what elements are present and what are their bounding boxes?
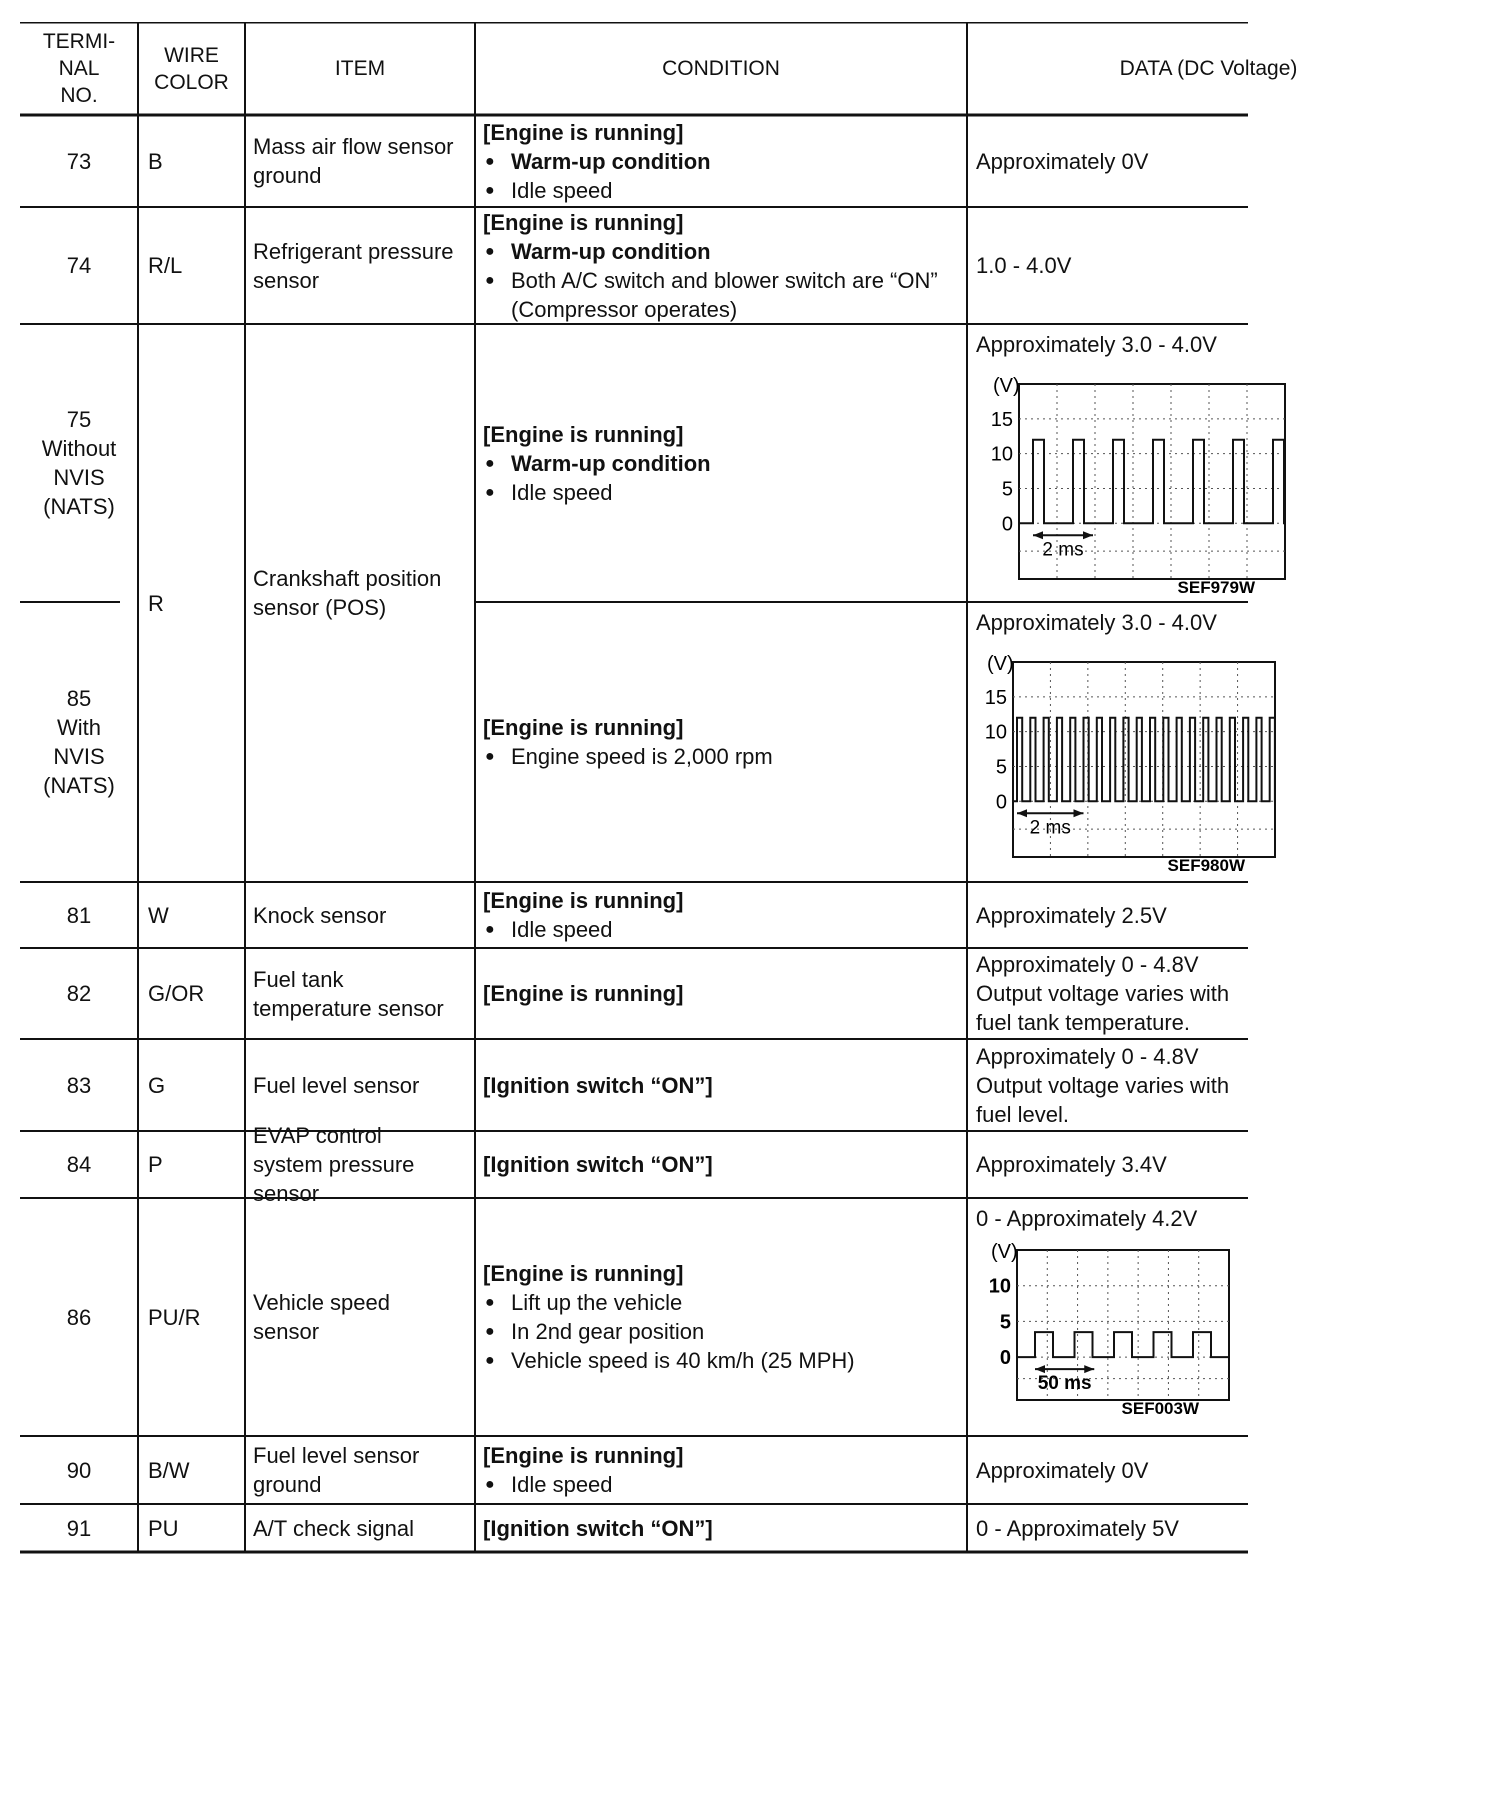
condition-title: [Engine is running] — [483, 888, 684, 913]
bullet-dot-icon: ● — [485, 152, 495, 170]
waveform-trace — [1019, 440, 1285, 524]
condition-bullet — [483, 266, 947, 324]
y-tick-label: 0 — [1001, 513, 1013, 536]
condition-bullet-text: Idle speed — [511, 1472, 613, 1497]
terminal-no-text: (NATS) — [43, 494, 115, 519]
condition-cell — [475, 115, 947, 207]
waveform-trace — [1017, 1332, 1229, 1357]
condition-bullet — [483, 478, 947, 507]
item-cell: Crankshaft position sensor (POS) — [253, 566, 442, 620]
condition-title: [Engine is running] — [483, 981, 684, 1006]
wire-color-cell: G/OR — [148, 981, 205, 1006]
terminal-no-cell — [20, 115, 138, 207]
item-cell: EVAP control system pressure sensor — [253, 1123, 415, 1206]
figure-reference-code: SEF003W — [1121, 1399, 1199, 1418]
condition-cell — [475, 1198, 947, 1436]
item-cell: Refrigerant pressure sensor — [253, 238, 454, 293]
data-value-text: 1.0 - 4.0V — [976, 253, 1072, 278]
data-value-text: Approximately 3.0 - 4.0V — [976, 332, 1217, 357]
bullet-dot-icon: ● — [485, 1352, 495, 1369]
data-cell — [967, 115, 1450, 207]
condition-bullet — [483, 742, 947, 771]
bullet-dot-icon: ● — [485, 483, 495, 501]
bullet-dot-icon: ● — [485, 1294, 495, 1311]
y-tick-label: 0 — [995, 791, 1007, 814]
condition-bullet-text: Warm-up condition — [511, 148, 711, 174]
y-unit-label: (V) — [993, 375, 1020, 397]
terminal-no-cell — [20, 324, 138, 602]
terminal-no-text: 73 — [66, 148, 92, 174]
terminal-no-text: 75 — [66, 407, 92, 432]
condition-bullet — [483, 1470, 947, 1499]
condition-title: [Engine is running] — [483, 1261, 684, 1286]
data-cell — [967, 1131, 1450, 1198]
item-cell: Fuel level sensor — [253, 1072, 420, 1098]
terminal-no-cell — [20, 602, 138, 882]
data-value-text: Approximately 0 - 4.8V — [976, 1043, 1199, 1069]
oscilloscope-waveform — [981, 1238, 1239, 1428]
condition-bullet-text: Idle speed — [511, 479, 613, 505]
item-cell: Fuel tank temperature sensor — [253, 966, 444, 1021]
header-terminal-no-line: NO. — [60, 84, 98, 107]
condition-title: [Ignition switch “ON”] — [483, 1072, 713, 1098]
condition-title: [Engine is running] — [483, 119, 684, 145]
data-value-text: Approximately 0 - 4.8V — [976, 952, 1199, 977]
terminal-no-cell — [20, 1436, 138, 1504]
y-tick-label: 5 — [1001, 478, 1013, 501]
y-unit-label: (V) — [991, 1241, 1018, 1263]
item-cell: Knock sensor — [253, 902, 387, 928]
time-span-label: 2 ms — [1029, 817, 1071, 839]
terminal-no-cell — [20, 1198, 138, 1436]
terminal-no-text: NVIS — [53, 465, 105, 490]
item-cell: Fuel level sensor ground — [253, 1443, 420, 1497]
wire-color-cell: P — [148, 1152, 163, 1177]
condition-cell — [475, 324, 947, 602]
wire-color-cell: B/W — [148, 1457, 190, 1483]
condition-bullet — [483, 147, 947, 176]
condition-title: [Ignition switch “ON”] — [483, 1152, 713, 1177]
condition-cell — [475, 207, 947, 324]
figure-reference-code: SEF979W — [1177, 578, 1255, 597]
condition-cell — [475, 948, 947, 1039]
data-value-text: Output voltage varies with — [976, 981, 1230, 1006]
terminal-no-text: 74 — [66, 253, 92, 278]
header-condition: CONDITION — [662, 57, 780, 80]
oscilloscope-plot — [983, 372, 1295, 607]
condition-bullet-text: Engine speed is 2,000 rpm — [511, 744, 773, 769]
wire-color-cell: PU/R — [148, 1304, 201, 1330]
terminal-no-text: 84 — [66, 1152, 92, 1177]
data-value-text: 0 - Approximately 5V — [976, 1515, 1179, 1541]
header-terminal-no — [20, 22, 138, 115]
bullet-dot-icon: ● — [485, 454, 495, 472]
data-cell — [967, 1436, 1450, 1504]
condition-title: [Engine is running] — [483, 421, 684, 447]
terminal-no-text: 82 — [66, 981, 92, 1006]
y-tick-label: 5 — [995, 756, 1007, 779]
terminal-no-cell — [20, 207, 138, 324]
data-cell — [967, 1504, 1450, 1552]
time-span-label: 2 ms — [1042, 539, 1084, 561]
condition-cell — [475, 1131, 947, 1198]
data-value-text: Approximately 3.0 - 4.0V — [976, 610, 1217, 635]
terminal-no-text: 86 — [66, 1304, 92, 1330]
y-tick-label: 10 — [988, 1275, 1011, 1298]
condition-cell — [475, 882, 947, 948]
terminal-no-text: 85 — [66, 686, 92, 711]
bullet-dot-icon: ● — [485, 1476, 495, 1493]
data-value-text: fuel tank temperature. — [976, 1010, 1191, 1035]
bullet-dot-icon: ● — [485, 181, 495, 199]
condition-bullet-text: In 2nd gear position — [511, 1319, 705, 1344]
item-cell: Vehicle speed sensor — [253, 1290, 390, 1344]
condition-cell — [475, 602, 947, 882]
figure-reference-code: SEF980W — [1167, 856, 1245, 875]
data-cell — [967, 1039, 1450, 1131]
y-tick-label: 10 — [984, 721, 1007, 744]
terminal-no-text: 90 — [66, 1457, 92, 1483]
condition-cell — [475, 1039, 947, 1131]
data-cell — [967, 882, 1450, 948]
condition-bullet — [483, 1288, 947, 1317]
terminal-no-text: (NATS) — [43, 773, 115, 798]
item-cell: Mass air flow sensor ground — [253, 134, 454, 188]
condition-title: [Engine is running] — [483, 209, 684, 235]
terminal-no-cell — [20, 1039, 138, 1131]
condition-cell — [475, 1436, 947, 1504]
condition-bullet-text: Idle speed — [511, 917, 613, 942]
data-value-text: fuel level. — [976, 1101, 1069, 1127]
oscilloscope-waveform — [977, 650, 1285, 885]
terminal-no-text: NVIS — [53, 744, 105, 769]
terminal-no-text: 81 — [66, 902, 92, 928]
wire-color-cell: G — [148, 1072, 166, 1098]
condition-bullet-text: Warm-up condition — [511, 238, 711, 264]
data-value-text: Approximately 3.4V — [976, 1152, 1167, 1177]
wire-color-cell: R — [148, 590, 164, 616]
wire-color-cell: R/L — [148, 253, 183, 278]
terminal-no-text: With — [57, 715, 101, 740]
condition-bullet-text: Both A/C switch and blower switch are “ON” (Compressor operates) — [511, 267, 938, 322]
wire-color-cell: PU — [148, 1515, 179, 1541]
waveform-trace — [1013, 718, 1275, 802]
data-value-text: 0 - Approximately 4.2V — [976, 1206, 1198, 1231]
terminal-no-text: 83 — [66, 1072, 92, 1098]
y-unit-label: (V) — [987, 653, 1014, 675]
condition-bullet-text: Lift up the vehicle — [511, 1290, 683, 1315]
data-value-text: Approximately 2.5V — [976, 902, 1167, 928]
condition-title: [Engine is running] — [483, 1443, 684, 1468]
condition-bullet — [483, 176, 947, 205]
bullet-dot-icon: ● — [485, 1323, 495, 1340]
oscilloscope-waveform — [983, 372, 1295, 607]
header-wire-color-line: WIRE — [164, 43, 219, 67]
bullet-dot-icon: ● — [485, 921, 495, 938]
wire-color-cell: B — [148, 148, 163, 174]
terminal-no-cell — [20, 1504, 138, 1552]
condition-cell — [475, 1504, 947, 1552]
header-terminal-no-line: NAL — [58, 57, 100, 80]
terminal-no-text: 91 — [66, 1515, 92, 1541]
item-cell: A/T check signal — [253, 1515, 415, 1541]
time-span-label: 50 ms — [1037, 1373, 1092, 1395]
condition-bullet-text: Warm-up condition — [511, 450, 711, 476]
oscilloscope-plot — [981, 1238, 1239, 1428]
header-wire-color-line: COLOR — [154, 70, 229, 94]
header-data-dc-voltage: DATA (DC Voltage) — [1119, 57, 1298, 80]
y-tick-label: 10 — [990, 443, 1013, 466]
condition-bullet — [483, 237, 947, 266]
condition-title: [Engine is running] — [483, 715, 684, 740]
data-value-text: Output voltage varies with — [976, 1072, 1230, 1098]
bullet-dot-icon: ● — [485, 242, 495, 260]
y-tick-label: 15 — [990, 408, 1013, 431]
condition-bullet — [483, 1317, 947, 1346]
data-cell — [967, 948, 1450, 1039]
header-wire-color — [138, 22, 245, 115]
terminal-no-cell — [20, 882, 138, 948]
wire-color-cell: W — [148, 902, 169, 928]
condition-bullet-text: Vehicle speed is 40 km/h (25 MPH) — [511, 1348, 855, 1373]
data-cell — [967, 207, 1450, 324]
terminal-no-text: Without — [41, 436, 117, 461]
header-terminal-no-line: TERMI- — [42, 30, 116, 53]
y-tick-label: 5 — [999, 1311, 1011, 1334]
data-value-text: Approximately 0V — [976, 148, 1149, 174]
condition-bullet — [483, 449, 947, 478]
terminal-no-cell — [20, 1131, 138, 1198]
condition-bullet — [483, 1346, 947, 1375]
condition-bullet — [483, 915, 947, 944]
bullet-dot-icon: ● — [485, 748, 495, 765]
data-value-text: Approximately 0V — [976, 1457, 1149, 1483]
header-item: ITEM — [334, 57, 386, 80]
terminal-no-cell — [20, 948, 138, 1039]
y-tick-label: 15 — [984, 686, 1007, 709]
oscilloscope-plot — [977, 650, 1285, 885]
bullet-dot-icon: ● — [485, 271, 495, 289]
condition-bullet-text: Idle speed — [511, 177, 613, 203]
y-tick-label: 0 — [999, 1347, 1011, 1370]
condition-title: [Ignition switch “ON”] — [483, 1515, 713, 1541]
ecm-terminal-table — [20, 22, 1450, 1792]
